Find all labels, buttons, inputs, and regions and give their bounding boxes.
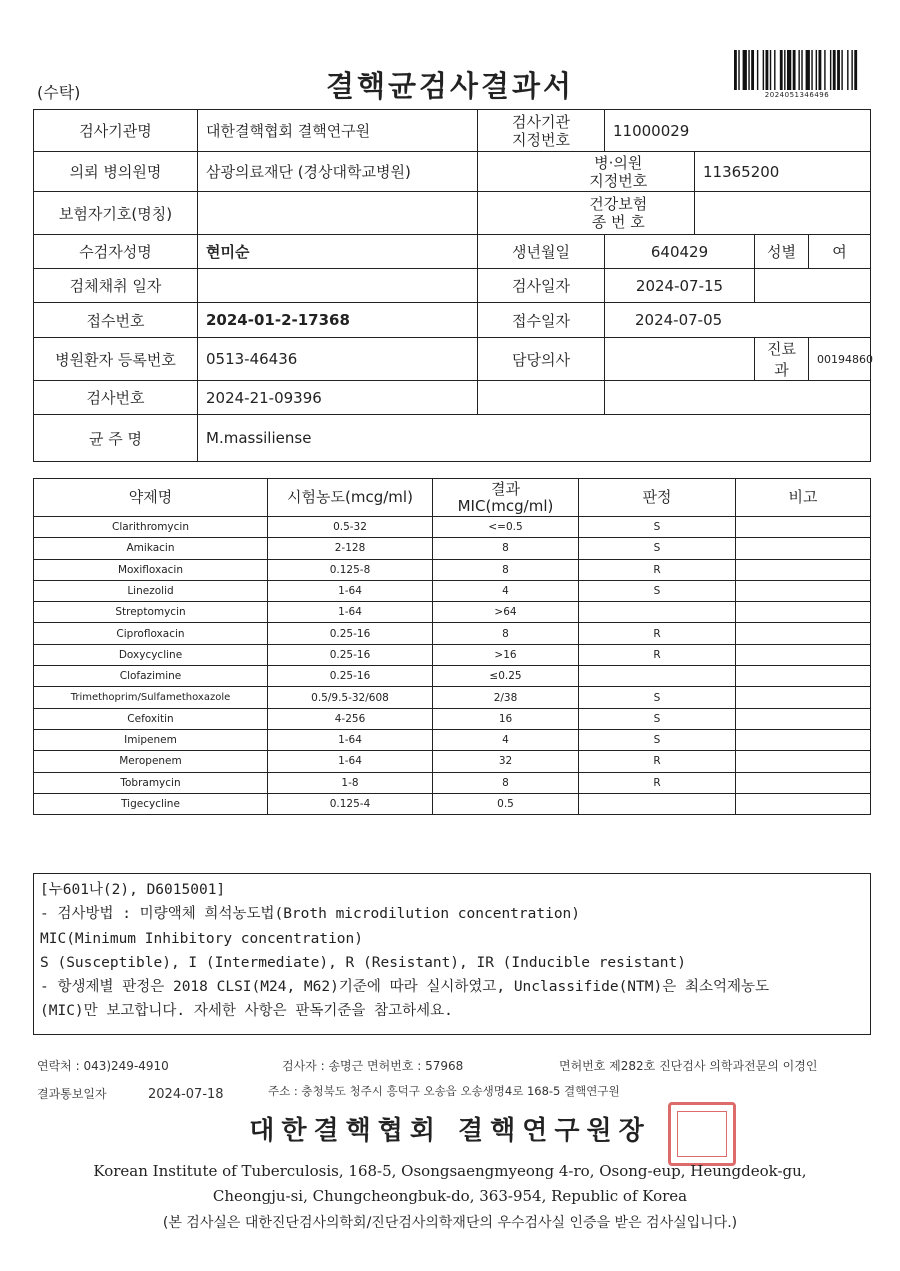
test-no-empty-2 [605,381,871,415]
cell-note [736,666,871,687]
barcode-graphic [734,50,860,90]
cell-note [736,708,871,729]
receipt-date-label: 접수일자 [478,303,605,338]
cell-interp: R [579,772,736,793]
test-no-empty-1 [478,381,605,415]
collect-date-value [198,269,478,303]
specialist-info: 면허번호 제282호 진단검사 의학과전문의 이경인 [559,1059,818,1073]
doctor-label: 담당의사 [478,338,605,381]
cell-range: 0.125-8 [268,559,433,580]
cell-note [736,644,871,665]
report-date-label: 결과통보일자 [37,1087,107,1101]
english-address-line-2: Cheongju-si, Chungcheongbuk-do, 363-954, Republic of Korea [212,1187,688,1205]
cell-range: 0.5-32 [268,517,433,538]
header-mic-text: 결과 MIC(mcg/ml) [457,479,554,515]
table-row [34,666,871,687]
organism-value: M.massiliense [198,415,871,462]
cell-interp: S [579,517,736,538]
table-row [34,751,871,772]
contact-info: 연락처 : 043)249-4910 [37,1059,169,1073]
cell-note [736,602,871,623]
institution-no-label-text: 검사기관 지정번호 [512,112,570,149]
cell-note [736,517,871,538]
patient-name-label: 수검자성명 [34,235,198,269]
cell-drug: Linezolid [34,580,268,601]
dept-value: 00194860 [809,338,871,381]
cell-note [736,729,871,750]
table-row [34,708,871,729]
cell-note [736,687,871,708]
cell-drug: Cefoxitin [34,708,268,729]
institution-no-label [478,110,605,152]
note-line: - 검사방법 : 미량액체 희석농도법(Broth microdilution concentration) [40,906,581,923]
method-notes [33,873,871,1035]
cell-mic: >64 [433,602,579,623]
cell-note [736,580,871,601]
cell-interp: R [579,559,736,580]
cell-mic: 32 [433,751,579,772]
barcode [734,50,860,99]
cell-drug: Streptomycin [34,602,268,623]
cell-interp: R [579,623,736,644]
cell-interp: R [579,644,736,665]
test-date-value: 2024-07-15 [605,269,755,303]
note-line: S (Susceptible), I (Intermediate), R (Resistant), IR (Inducible resistant) [40,954,687,971]
table-row [34,517,871,538]
insured-value [198,192,478,235]
table-row [34,772,871,793]
patient-info-table [33,109,871,462]
cell-interp [579,602,736,623]
table-row [34,602,871,623]
patient-reg-value: 0513-46436 [198,338,478,381]
patient-name-value: 현미순 [198,235,478,269]
hospital-no-value: 11365200 [695,152,871,192]
cell-note [736,623,871,644]
cell-range: 1-64 [268,751,433,772]
receipt-no-value: 2024-01-2-17368 [198,303,478,338]
test-date-empty [755,269,871,303]
cell-note [736,538,871,559]
cell-drug: Meropenem [34,751,268,772]
cell-interp [579,666,736,687]
cell-interp: S [579,729,736,750]
hospital-label: 의뢰 병의원명 [34,152,198,192]
cell-mic: <=0.5 [433,517,579,538]
cell-mic: 4 [433,580,579,601]
table-row [34,729,871,750]
cell-drug: Imipenem [34,729,268,750]
collect-date-label: 검체채취 일자 [34,269,198,303]
cell-note [736,751,871,772]
cell-mic: >16 [433,644,579,665]
report-date-value: 2024-07-18 [148,1087,224,1102]
cell-note [736,772,871,793]
receipt-date-text: 2024-07-05 [635,311,723,329]
cell-mic: 4 [433,729,579,750]
cell-mic: 8 [433,538,579,559]
birth-value: 640429 [605,235,755,269]
cell-interp: S [579,687,736,708]
susceptibility-table [33,478,871,815]
patient-reg-label: 병원환자 등록번호 [34,338,198,381]
cell-drug: Clarithromycin [34,517,268,538]
test-date-label: 검사일자 [478,269,605,303]
birth-label: 생년월일 [478,235,605,269]
english-address-line-1: Korean Institute of Tuberculosis, 168-5, Osongsaengmyeong 4-ro, Osong-eup, Heungdeok-gu, [93,1162,807,1180]
cell-note [736,793,871,814]
table-row [34,793,871,814]
table-row [34,623,871,644]
institution-no-value: 11000029 [605,110,871,152]
dept-label: 진료과 [755,338,809,381]
sex-label: 성별 [755,235,809,269]
barcode-number: 2024051346496 [764,91,830,99]
hospital-no-label-text: 병·의원 지정번호 [589,153,648,190]
institute-head-title: 대한결핵협회 결핵연구원장 [249,1116,651,1146]
cell-mic: 8 [433,623,579,644]
note-line: (MIC)만 보고합니다. 자세한 사항은 판독기준을 참고하세요. [40,1003,453,1020]
cell-drug: Tobramycin [34,772,268,793]
cell-interp [579,793,736,814]
cell-drug: Clofazimine [34,666,268,687]
header-range: 시험농도(mcg/ml) [268,479,433,517]
cell-range: 2-128 [268,538,433,559]
cell-range: 1-64 [268,729,433,750]
hospital-no-label [589,152,695,192]
cell-range: 4-256 [268,708,433,729]
cell-mic: 0.5 [433,793,579,814]
table-row [34,687,871,708]
cell-range: 1-64 [268,580,433,601]
receipt-no-label: 접수번호 [34,303,198,338]
cell-range: 0.125-4 [268,793,433,814]
sex-value: 여 [809,235,871,269]
note-line: - 항생제별 판정은 2018 CLSI(M24, M62)기준에 따라 실시하였고, Unclassifide(NTM)은 최소억제농도 [40,979,770,996]
cell-drug: Doxycycline [34,644,268,665]
table-row [34,580,871,601]
institution-label: 검사기관명 [34,110,198,152]
cell-interp: R [579,751,736,772]
doctor-value [605,338,755,381]
cell-drug: Moxifloxacin [34,559,268,580]
cell-mic: ≤0.25 [433,666,579,687]
cell-mic: 8 [433,772,579,793]
cell-interp: S [579,538,736,559]
cell-mic: 2/38 [433,687,579,708]
cell-range: 0.25-16 [268,666,433,687]
cell-interp: S [579,708,736,729]
header-interp: 판정 [579,479,736,517]
insured-label: 보험자기호(명칭) [34,192,198,235]
health-ins-value [695,192,871,235]
cell-mic: 16 [433,708,579,729]
hospital-value: 삼광의료재단 (경상대학교병원) [198,152,478,192]
drug-rows [34,517,871,815]
cell-range: 1-8 [268,772,433,793]
cell-mic: 8 [433,559,579,580]
cell-range: 1-64 [268,602,433,623]
health-ins-label [589,192,695,235]
note-line: MIC(Minimum Inhibitory concentration) [40,930,364,947]
test-no-label: 검사번호 [34,381,198,415]
cell-note [736,559,871,580]
certification-note: (본 검사실은 대한진단검사의학회/진단검사의학재단의 우수검사실 인증을 받은 검사실입니다.) [162,1215,738,1231]
receipt-date-value [605,303,871,338]
test-no-value: 2024-21-09396 [198,381,478,415]
table-row [34,644,871,665]
cell-range: 0.25-16 [268,644,433,665]
document-title: 결핵균검사결과서 [325,69,575,103]
cell-drug: Trimethoprim/Sulfamethoxazole [34,687,268,708]
tester-info: 검사자 : 송명근 면허번호 : 57968 [282,1059,464,1073]
cell-range: 0.5/9.5-32/608 [268,687,433,708]
note-line: [누601나(2), D6015001] [40,882,226,898]
header-drug: 약제명 [34,479,268,517]
header-mic [433,479,579,517]
cell-drug: Amikacin [34,538,268,559]
header-note: 비고 [736,479,871,517]
cell-drug: Tigecycline [34,793,268,814]
organism-label: 균 주 명 [34,415,198,462]
cell-range: 0.25-16 [268,623,433,644]
cell-interp: S [579,580,736,601]
document-badge: (수탁) [37,83,81,102]
table-row [34,538,871,559]
address-info: 주소 : 충청북도 청주시 흥덕구 오송읍 오송생명4로 168-5 결핵연구원 [268,1084,620,1098]
cell-drug: Ciprofloxacin [34,623,268,644]
institution-value: 대한결핵협회 결핵연구원 [198,110,478,152]
table-row [34,559,871,580]
health-ins-label-text: 건강보험 종 번 호 [589,195,648,231]
